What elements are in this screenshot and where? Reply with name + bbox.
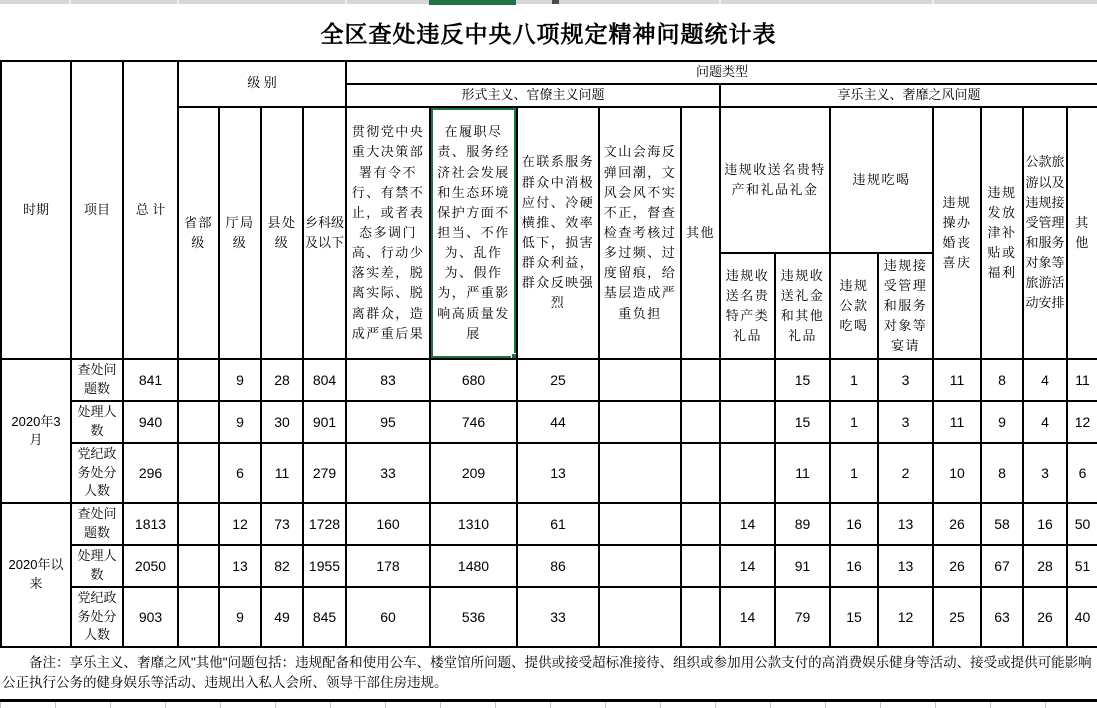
row-header-item[interactable]: 查处问题数 (71, 359, 123, 401)
cell-value[interactable]: 16 (1023, 503, 1067, 545)
cell-value[interactable] (720, 359, 775, 401)
cell-value[interactable]: 13 (878, 503, 933, 545)
grid-sliver (0, 702, 1097, 708)
cell-value[interactable] (178, 503, 219, 545)
cell-value[interactable]: 44 (517, 401, 599, 443)
col-header-level-department[interactable]: 厅局级 (219, 107, 261, 360)
cell-value[interactable]: 296 (123, 443, 178, 504)
cell-value[interactable]: 26 (933, 503, 981, 545)
cell-value[interactable] (681, 443, 720, 504)
cell-value[interactable]: 82 (261, 545, 303, 587)
col-header-formalism-4[interactable]: 文山会海反弹回潮，文风会风不实不正，督查检查考核过多过频、过度留痕，给基层造成严重负担 (599, 107, 681, 360)
col-header-level-county[interactable]: 县处级 (261, 107, 303, 360)
cell-value[interactable]: 67 (981, 545, 1023, 587)
cell-value[interactable]: 841 (123, 359, 178, 401)
cell-value[interactable]: 91 (775, 545, 830, 587)
cell-value[interactable] (720, 443, 775, 504)
cell-value[interactable]: 4 (1023, 359, 1067, 401)
cell-value[interactable] (178, 359, 219, 401)
row-group-period[interactable]: 2020年以来 (1, 503, 71, 647)
cell-value[interactable]: 28 (261, 359, 303, 401)
cell-value[interactable] (599, 443, 681, 504)
cell-value[interactable]: 9 (219, 359, 261, 401)
cell-value[interactable]: 2 (878, 443, 933, 504)
cell-value[interactable] (681, 545, 720, 587)
selected-cell-formalism-2[interactable] (430, 107, 517, 360)
cell-value[interactable]: 279 (303, 443, 346, 504)
cell-value[interactable]: 95 (346, 401, 430, 443)
col-header-dining-public-funds[interactable]: 违规公款吃喝 (830, 253, 878, 360)
cell-value[interactable]: 2050 (123, 545, 178, 587)
cell-value[interactable]: 680 (430, 359, 517, 401)
cell-value[interactable] (178, 443, 219, 504)
cell-value[interactable]: 30 (261, 401, 303, 443)
col-header-period[interactable]: 时期 (1, 61, 71, 359)
cell-value[interactable]: 50 (1067, 503, 1097, 545)
row-header-item[interactable]: 党纪政务处分人数 (71, 443, 123, 504)
col-group-hedonism[interactable]: 享乐主义、奢靡之风问题 (720, 84, 1097, 107)
col-header-gifts-cash[interactable]: 违规收送礼金和其他礼品 (775, 253, 830, 360)
cell-value[interactable] (178, 545, 219, 587)
cell-value[interactable]: 3 (1023, 443, 1067, 504)
grid-tick (932, 0, 934, 4)
row-above-sliver (0, 0, 1097, 4)
cell-value[interactable]: 11 (775, 443, 830, 504)
col-group-formalism[interactable]: 形式主义、官僚主义问题 (346, 84, 720, 107)
cell-value[interactable]: 15 (775, 359, 830, 401)
cell-value[interactable]: 83 (346, 359, 430, 401)
cell-value[interactable] (599, 359, 681, 401)
cell-value[interactable]: 25 (933, 587, 981, 648)
cell-value[interactable] (681, 359, 720, 401)
cell-value[interactable]: 209 (430, 443, 517, 504)
cell-value[interactable]: 11 (933, 401, 981, 443)
cell-value[interactable]: 11 (1067, 359, 1097, 401)
cell-value[interactable]: 14 (720, 503, 775, 545)
cell-value[interactable]: 25 (517, 359, 599, 401)
cell-value[interactable]: 63 (981, 587, 1023, 648)
page-title: 全区查处违反中央八项规定精神问题统计表 (320, 21, 777, 47)
cell-value[interactable] (681, 503, 720, 545)
cell-value[interactable]: 536 (430, 587, 517, 648)
cell-value[interactable]: 804 (303, 359, 346, 401)
cell-value[interactable]: 26 (933, 545, 981, 587)
cell-value[interactable]: 79 (775, 587, 830, 648)
cell-value[interactable] (599, 401, 681, 443)
cell-value[interactable]: 903 (123, 587, 178, 648)
cell-value[interactable]: 33 (517, 587, 599, 648)
cell-value[interactable]: 1310 (430, 503, 517, 545)
cell-value[interactable]: 746 (430, 401, 517, 443)
col-header-dining-banquets[interactable]: 违规接受管理和服务对象等宴请 (878, 253, 933, 360)
cell-value[interactable]: 1480 (430, 545, 517, 587)
col-group-level[interactable]: 级 别 (178, 61, 346, 107)
cell-value[interactable]: 61 (517, 503, 599, 545)
grid-tick (719, 0, 721, 4)
cell-value[interactable]: 11 (933, 359, 981, 401)
col-header-level-township[interactable]: 乡科级及以下 (303, 107, 346, 360)
col-group-problem-type[interactable]: 问题类型 (346, 61, 1097, 84)
cell-value[interactable]: 10 (933, 443, 981, 504)
col-header-gifts-specialty[interactable]: 违规收送名贵特产类礼品 (720, 253, 775, 360)
cell-value[interactable] (681, 587, 720, 648)
cell-value[interactable]: 58 (981, 503, 1023, 545)
cell-value[interactable]: 9 (981, 401, 1023, 443)
selected-column-highlight (429, 0, 516, 5)
col-header-allowances[interactable]: 违规发放津补贴或福利 (981, 107, 1023, 360)
footnote[interactable]: 备注：享乐主义、奢靡之风"其他"问题包括：违规配备和使用公车、楼堂馆所问题、提供或接受超标准接待、组织或参加用公款支付的高消费娱乐健身等活动、接受或提供可能影响公正执行公务的健身娱乐等活动、违规出入私人会所、领导干部住房违规。 (0, 648, 1097, 702)
col-header-text: 在履职尽责、服务经济社会发展和生态环境保护方面不担当、不作为、乱作为、假作为，严重影响高质量发展 (437, 124, 510, 341)
cell-value[interactable] (178, 587, 219, 648)
cell-value[interactable]: 86 (517, 545, 599, 587)
cell-value[interactable]: 40 (1067, 587, 1097, 648)
col-header-formalism-3[interactable]: 在联系服务群众中消极应付、冷硬横推、效率低下，损害群众利益，群众反映强烈 (517, 107, 599, 360)
col-header-level-province[interactable]: 省部级 (178, 107, 219, 360)
cell-value[interactable]: 28 (1023, 545, 1067, 587)
row-group-period[interactable]: 2020年3月 (1, 359, 71, 503)
col-header-total[interactable]: 总 计 (123, 61, 178, 359)
cell-value[interactable]: 12 (1067, 401, 1097, 443)
cell-value[interactable]: 33 (346, 443, 430, 504)
cell-value[interactable]: 14 (720, 587, 775, 648)
row-header-item[interactable]: 党纪政务处分人数 (71, 587, 123, 648)
cell-value[interactable]: 15 (775, 401, 830, 443)
col-header-item[interactable]: 项目 (71, 61, 123, 359)
cell-value[interactable]: 14 (720, 545, 775, 587)
cell-value[interactable]: 15 (830, 587, 878, 648)
cell-value[interactable]: 51 (1067, 545, 1097, 587)
col-header-hedonism-other[interactable]: 其他 (1067, 107, 1097, 360)
cell-value[interactable]: 12 (219, 503, 261, 545)
cell-value[interactable] (599, 587, 681, 648)
col-header-formalism-other[interactable]: 其他 (681, 107, 720, 360)
cell-value[interactable]: 1 (830, 443, 878, 504)
cell-value[interactable]: 845 (303, 587, 346, 648)
cell-value[interactable]: 4 (1023, 401, 1067, 443)
cell-value[interactable]: 901 (303, 401, 346, 443)
cell-value[interactable]: 11 (261, 443, 303, 504)
cell-value[interactable]: 89 (775, 503, 830, 545)
row-header-item[interactable]: 处理人数 (71, 545, 123, 587)
cell-value[interactable]: 1813 (123, 503, 178, 545)
cell-value[interactable] (720, 401, 775, 443)
cell-value[interactable]: 6 (1067, 443, 1097, 504)
cell-value[interactable] (178, 401, 219, 443)
grid-tick (177, 0, 179, 4)
cell-value[interactable]: 178 (346, 545, 430, 587)
cell-value[interactable]: 160 (346, 503, 430, 545)
statistics-table (0, 60, 1097, 648)
cell-value[interactable] (681, 401, 720, 443)
cell-value[interactable]: 16 (830, 503, 878, 545)
cell-value[interactable]: 12 (878, 587, 933, 648)
cell-value[interactable]: 3 (878, 401, 933, 443)
cell-value[interactable]: 8 (981, 359, 1023, 401)
cell-value[interactable]: 1 (830, 401, 878, 443)
cell-value[interactable]: 940 (123, 401, 178, 443)
cell-value[interactable]: 60 (346, 587, 430, 648)
cell-value[interactable]: 3 (878, 359, 933, 401)
cell-value[interactable]: 1955 (303, 545, 346, 587)
cell-value[interactable] (599, 503, 681, 545)
cell-value[interactable]: 8 (981, 443, 1023, 504)
col-header-travel[interactable]: 公款旅游以及违规接受管理和服务对象等旅游活动安排 (1023, 107, 1067, 360)
grid-tick (345, 0, 347, 4)
cell-value[interactable]: 1 (830, 359, 878, 401)
cell-value[interactable]: 16 (830, 545, 878, 587)
cell-value[interactable]: 49 (261, 587, 303, 648)
cell-value[interactable]: 1728 (303, 503, 346, 545)
cell-value[interactable]: 73 (261, 503, 303, 545)
cell-value[interactable]: 13 (517, 443, 599, 504)
cell-value[interactable]: 9 (219, 401, 261, 443)
cell-value[interactable]: 13 (878, 545, 933, 587)
col-group-gifts[interactable]: 违规收送名贵特产和礼品礼金 (720, 107, 830, 253)
cell-value[interactable]: 26 (1023, 587, 1067, 648)
cell-value[interactable]: 9 (219, 587, 261, 648)
cell-value[interactable]: 13 (219, 545, 261, 587)
column-divider-tick (552, 0, 559, 4)
cell-value[interactable] (599, 545, 681, 587)
col-header-formalism-1[interactable]: 贯彻党中央重大决策部署有令不行、有禁不止，或者表态多调门高、行动少落实差，脱离实际、脱离群众，造成严重后果 (346, 107, 430, 360)
col-header-weddings-funerals[interactable]: 违规操办婚丧喜庆 (933, 107, 981, 360)
row-header-item[interactable]: 处理人数 (71, 401, 123, 443)
selection-fill-handle[interactable] (511, 353, 517, 359)
cell-value[interactable]: 6 (219, 443, 261, 504)
col-group-dining[interactable]: 违规吃喝 (830, 107, 933, 253)
grid-tick (69, 0, 71, 4)
row-header-item[interactable]: 查处问题数 (71, 503, 123, 545)
